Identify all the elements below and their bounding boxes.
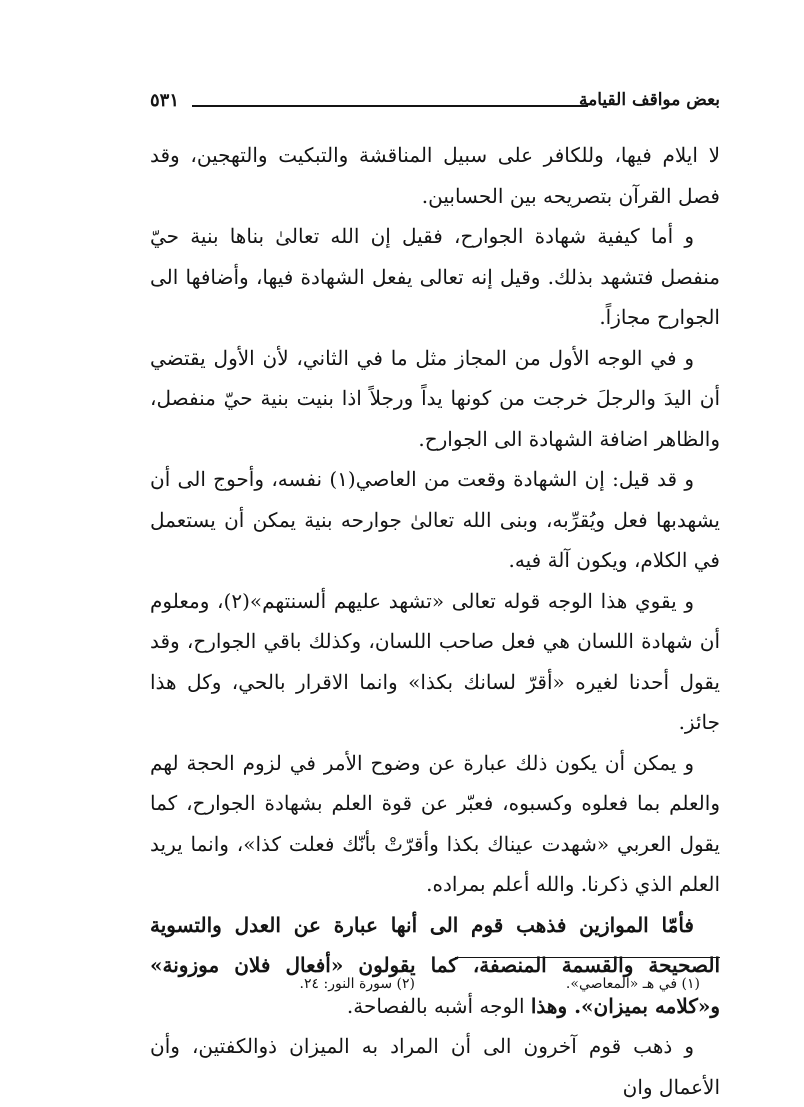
paragraph-3: و في الوجه الأول من المجاز مثل ما في الثاني، لأن الأول يقتضي أن اليدَ والرجلَ خرجت من كونها يداً ورجلاً اذا بنيت بنية حيّ منفصل، والظاهر اضافة الشهادة الى الجوارح. bbox=[150, 345, 720, 451]
paragraph-7 bbox=[150, 905, 720, 1027]
paragraph-1: لا ايلام فيها، وللكافر على سبيل المناقشة والتبكيت والتهجين، وقد فصل القرآن بتصريحه بين الحسابين. bbox=[150, 143, 720, 208]
paragraph-7-tail: الوجه أشبه بالفصاحة. bbox=[346, 993, 531, 1018]
paragraph-4: و قد قيل: إن الشهادة وقعت من العاصي(١) نفسه، وأحوج الى أن يشهدبها فعل ويُقرِّبه، وبنى الله تعالىٰ جوارحه بنية يمكن أن يستعمل في الكلام، ويكون آلة فيه. bbox=[150, 467, 720, 572]
footnote-1: (١) في هـ «المعاصي». bbox=[565, 976, 700, 992]
footnote-2: (٢) سورة النور: ٢٤. bbox=[299, 976, 415, 992]
paragraph-5: و يقوي هذا الوجه قوله تعالى «تشهد عليهم ألسنتهم»(٢)، ومعلوم أن شهادة اللسان هي فعل صاحب اللسان، وكذلك باقي الجوارح، وقد يقول أحدنا لغيره «أقرّ لسانك بكذا» وانما الاقرار بالحي، وكل هذا جائز. bbox=[150, 588, 720, 734]
footnotes bbox=[150, 976, 720, 1000]
body-text bbox=[150, 135, 720, 1107]
paragraph-7-bold: فأمّا الموازين فذهب قوم الى أنها عبارة عن العدل والتسوية الصحيحة والقسمة المنصفة، كما يقولون «أفعال فلان موزونة» و«كلامه بميزان». وهذا bbox=[150, 912, 720, 1018]
paragraph-6: و يمكن أن يكون ذلك عبارة عن وضوح الأمر في لزوم الحجة لهم والعلم بما فعلوه وكسبوه، فعبّر عن قوة العلم بشهادة الجوارح، كما يقول العربي «شهدت عيناك بكذا وأقرّتْ بأنّك فعلت كذا»، وانما يريد العلم الذي ذكرنا. والله أعلم بمراده. bbox=[150, 750, 720, 896]
running-header bbox=[150, 90, 720, 120]
paragraph-2: و أما كيفية شهادة الجوارح، فقيل إن الله تعالىٰ بناها بنية حيّ منفصل فتشهد بذلك. وقيل إنه تعالى يفعل الشهادة فيها، وأضافها الى الجوارح مجازاً. bbox=[150, 224, 720, 329]
header-rule bbox=[192, 105, 588, 107]
paragraph-8: و ذهب قوم آخرون الى أن المراد به الميزان ذوالكفتين، وأن الأعمال وان bbox=[150, 1034, 720, 1099]
footnote-rule bbox=[455, 957, 720, 958]
running-title: بعض مواقف القيامة bbox=[579, 90, 720, 110]
page-number: ٥٣١ bbox=[150, 90, 180, 111]
